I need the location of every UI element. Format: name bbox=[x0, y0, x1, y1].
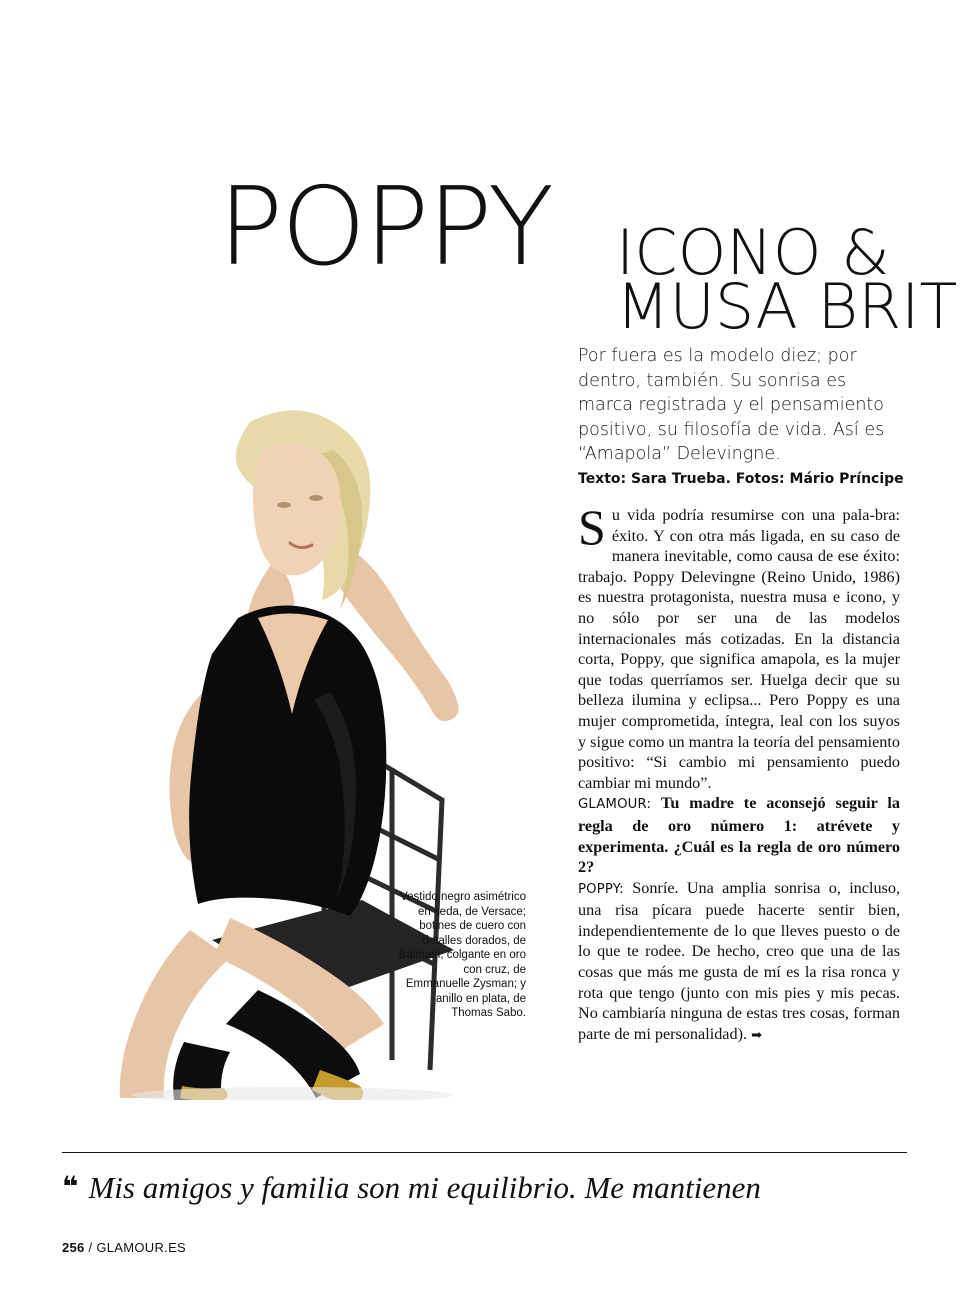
title-subtitle-line-1: ICONO & bbox=[616, 216, 890, 289]
page-number: 256 bbox=[62, 1240, 85, 1255]
question-text: Tu madre te aconsejó seguir la regla de oro número 1: atrévete y experimenta. ¿Cuál es la regla de oro número 2? bbox=[578, 794, 900, 877]
title-main: POPPY bbox=[218, 165, 552, 290]
question-speaker: GLAMOUR: bbox=[578, 797, 652, 813]
answer-text: Sonríe. Una amplia sonrisa o, incluso, una risa pícara puede hacerte sentir bien, independientemente de lo que lleves puesto o de lo que te rodee. De hecho, creo que una de las cosas que más me gusta de mí es la risa ronca y rota que tengo (junto con mis pies y mis pecas. No cambiaría ninguna de estas tres cosas, forman parte de mi personalidad). bbox=[578, 878, 900, 1043]
article-answer bbox=[578, 878, 900, 1047]
continuation-arrow-icon: ➡ bbox=[751, 1027, 762, 1043]
pull-quote-text: Mis amigos y familia son mi equilibrio. Me mantienen bbox=[88, 1170, 761, 1205]
publication-name: GLAMOUR.ES bbox=[96, 1240, 187, 1255]
intro-text: u vida podría resumirse con una pala-bra: éxito. Y con otra más ligada, en su caso de manera inevitable, como causa de ese éxito: trabajo. Poppy Delevingne (Reino Unido, 1986) es nuestra protagonista, nuestra musa e icono, y no sólo por ser una de las modelos internacionales más cotizadas. En la distancia corta, Poppy, que significa amapola, es la mujer que todas querríamos ser. Huelga decir que su belleza ilumina y eclipsa... Pero Poppy es una mujer comprometida, íntegra, leal con los suyos y sigue como un mantra la teoría del pensamiento positivo: “Si cambio mi pensamiento puedo cambiar mi mundo”. bbox=[578, 506, 900, 792]
standfirst: Por fuera es la modelo diez; por dentro, también. Su sonrisa es marca registrada y el pensamiento positivo, su filosofía de vida. Así es “Amapola” Delevingne. bbox=[578, 346, 885, 464]
article-question bbox=[578, 793, 900, 877]
folio-separator: / bbox=[84, 1240, 97, 1255]
byline-credit: Texto: Sara Trueba. Fotos: Mário Príncipe bbox=[578, 471, 904, 487]
article-body bbox=[578, 499, 900, 1046]
photo-caption: Vestido negro asimétrico en seda, de Versace; botines de cuero con detalles dorados, de Balmain; colgante en oro con cruz, de Emmanuelle Zysman; y anillo en plata, de Thomas Sabo. bbox=[398, 891, 526, 1019]
drop-cap: S bbox=[578, 499, 606, 555]
folio bbox=[62, 1240, 186, 1255]
answer-speaker: POPPY: bbox=[578, 881, 624, 897]
pull-quote bbox=[62, 1168, 922, 1207]
quote-mark-icon: ❝ bbox=[62, 1170, 77, 1203]
title-subtitle bbox=[616, 216, 958, 343]
horizontal-divider bbox=[62, 1152, 907, 1153]
title-subtitle-line-2: MUSA BRIT bbox=[616, 270, 958, 343]
article-paragraph-intro bbox=[578, 499, 900, 793]
